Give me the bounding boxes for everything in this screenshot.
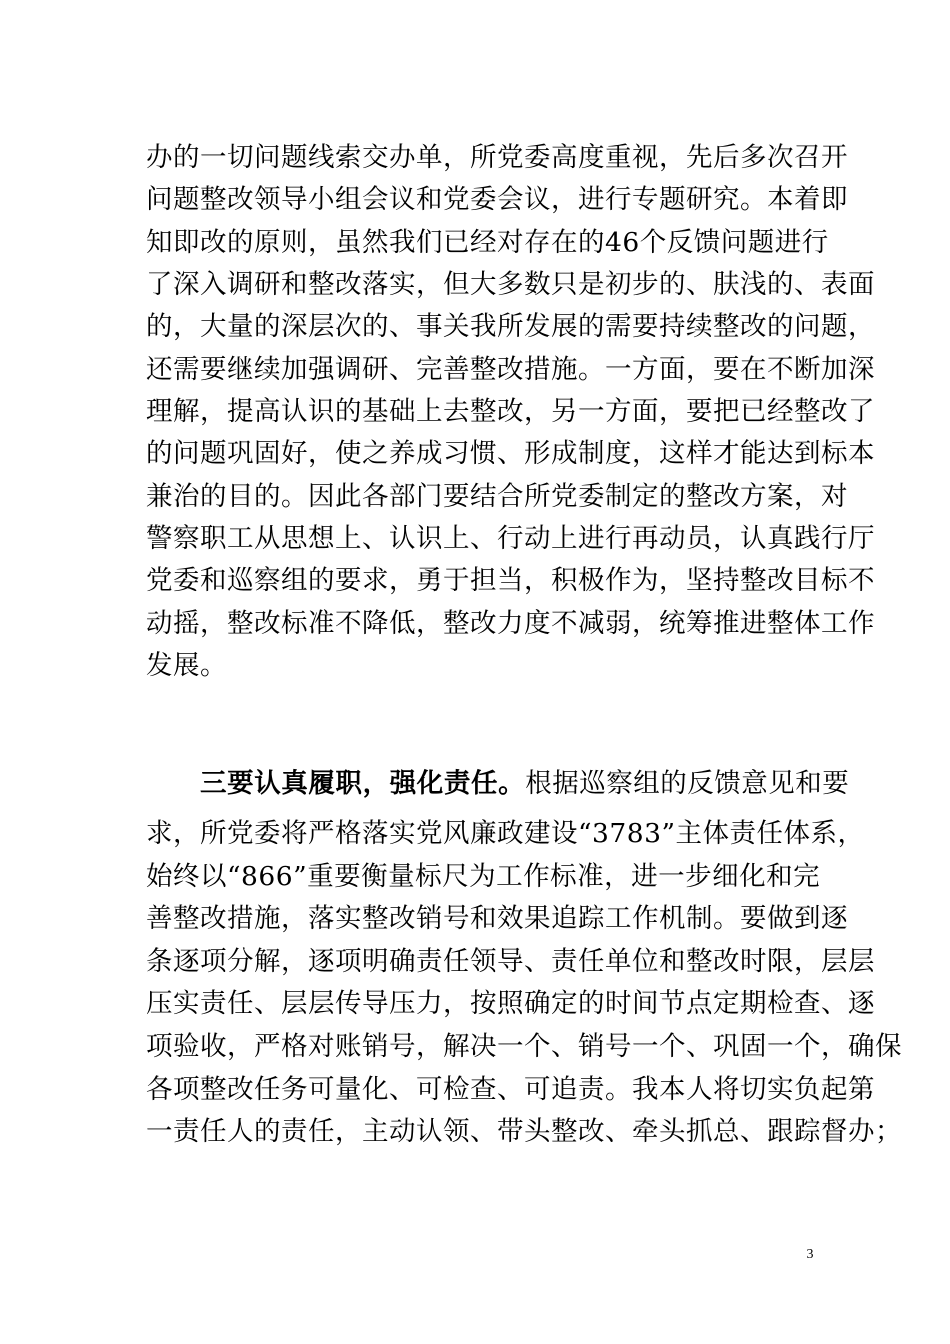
page-number: 3 xyxy=(806,1247,814,1262)
paragraph-2-line: 项验收，严格对账销号，解决一个、销号一个、巩固一个，确保 xyxy=(146,1031,902,1062)
paragraph-1-line: 问题整改领导小组会议和党委会议，进行专题研究。本着即 xyxy=(146,184,848,215)
paragraph-2-line: 一责任人的责任，主动认领、带头整改、牵头抓总、跟踪督办； xyxy=(146,1116,902,1148)
paragraph-2-line: 善整改措施，落实整改销号和效果追踪工作机制。要做到逐 xyxy=(146,903,848,935)
paragraph-1-line: 警察职工从思想上、认识上、行动上进行再动员，认真践行厅 xyxy=(146,523,875,554)
paragraph-1-line: 办的一切问题线索交办单，所党委高度重视，先后多次召开 xyxy=(146,142,848,173)
paragraph-1-line: 的问题巩固好，使之养成习惯、形成制度，这样才能达到标本 xyxy=(146,438,875,469)
paragraph-1-line: 兼治的目的。因此各部门要结合所党委制定的整改方案，对 xyxy=(146,481,848,512)
paragraph-2-line: 压实责任、层层传导压力，按照确定的时间节点定期检查、逐 xyxy=(146,988,875,1020)
paragraph-2-line: 求，所党委将严格落实党风廉政建设“3783”主体责任体系， xyxy=(146,818,865,849)
paragraph-2-line: 始终以“866”重要衡量标尺为工作标准，进一步细化和完 xyxy=(146,860,821,892)
paragraph-1-line: 发展。 xyxy=(146,650,227,681)
paragraph-2-first-line-text: 根据巡察组的反馈意见和要 xyxy=(525,768,850,799)
paragraph-2-line: 各项整改任务可量化、可检查、可追责。我本人将切实负起第 xyxy=(146,1073,875,1105)
paragraph-2-line: 条逐项分解，逐项明确责任领导、责任单位和整改时限，层层 xyxy=(146,945,875,977)
paragraph-1-line: 了深入调研和整改落实，但大多数只是初步的、肤浅的、表面 xyxy=(146,269,875,300)
paragraph-2-first-line xyxy=(200,758,850,810)
paragraph-1-line: 动摇，整改标准不降低，整改力度不减弱，统筹推进整体工作 xyxy=(146,608,875,639)
paragraph-1-line: 党委和巡察组的要求，勇于担当，积极作为，坚持整改目标不 xyxy=(146,565,875,596)
paragraph-1-line: 理解，提高认识的基础上去整改，另一方面，要把已经整改了 xyxy=(146,396,875,427)
paragraph-1-line: 的，大量的深层次的、事关我所发展的需要持续整改的问题， xyxy=(146,311,875,342)
paragraph-2-heading: 三要认真履职，强化责任。 xyxy=(200,768,526,799)
paragraph-1-line: 知即改的原则，虽然我们已经对存在的46个反馈问题进行 xyxy=(146,227,829,258)
paragraph-1-line: 还需要继续加强调研、完善整改措施。一方面，要在不断加深 xyxy=(146,354,875,385)
